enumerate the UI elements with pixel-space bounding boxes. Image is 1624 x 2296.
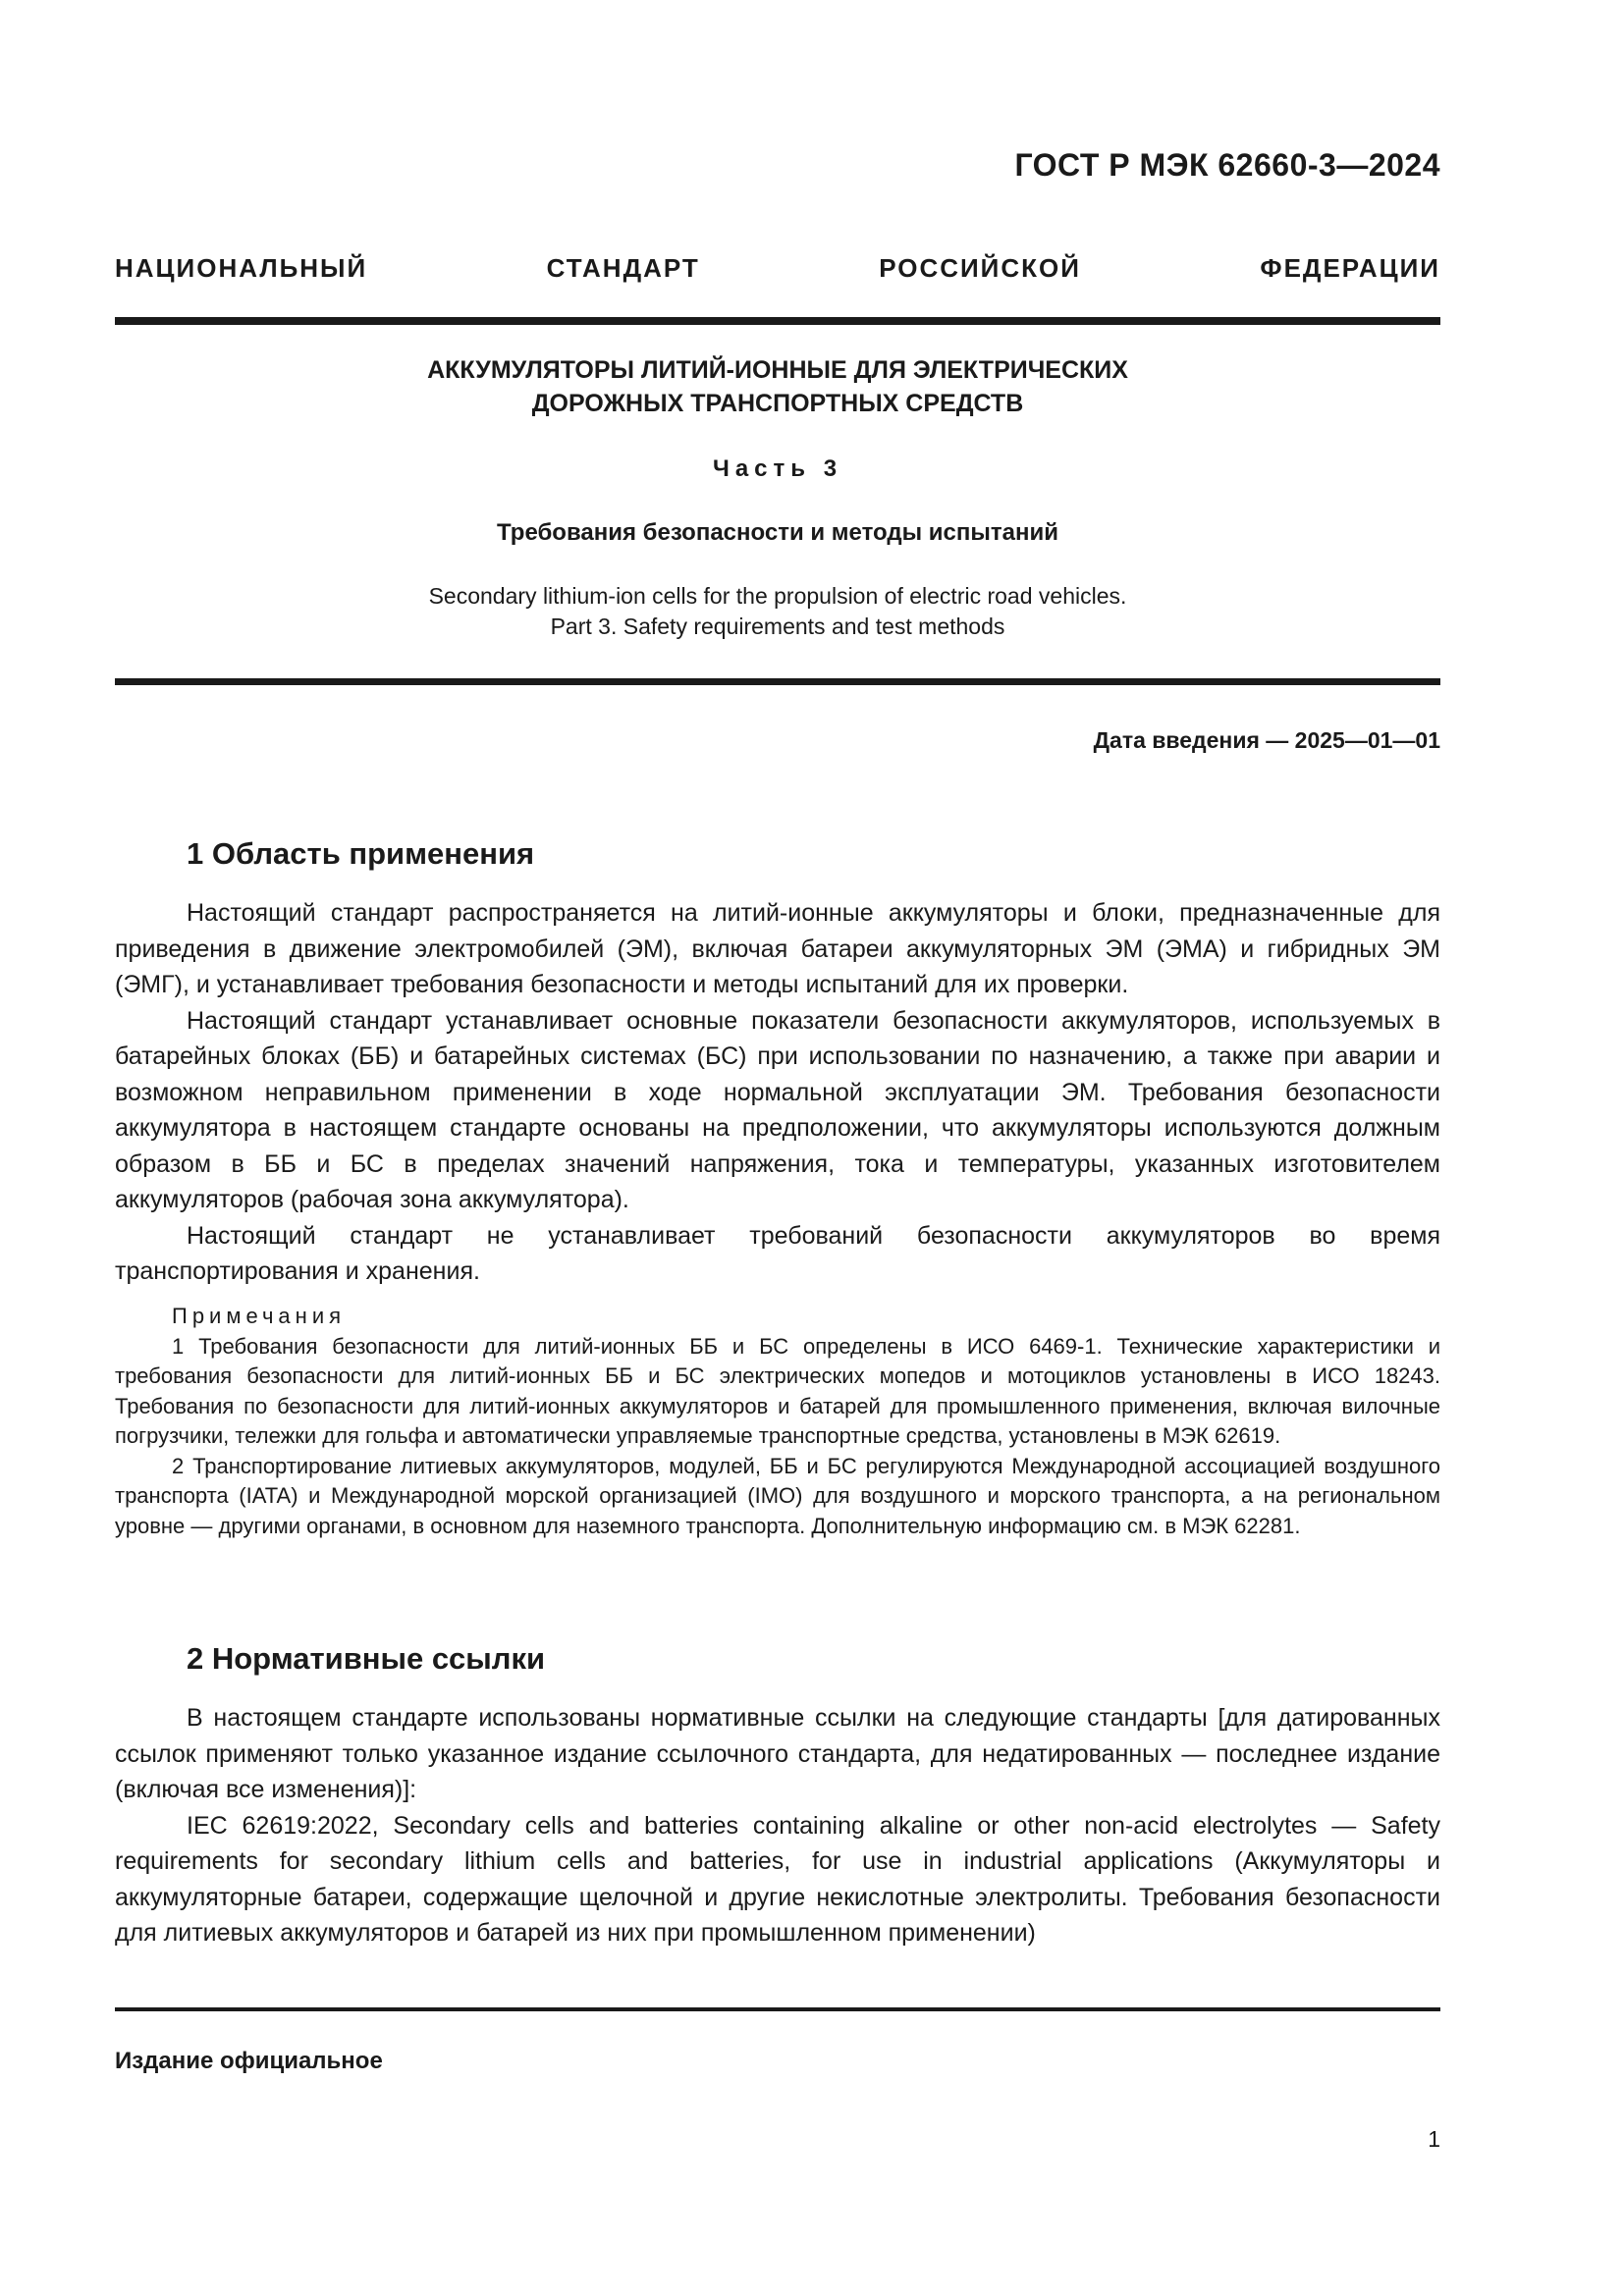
note-item: 1 Требования безопасности для литий-ионных ББ и БС определены в ИСО 6469-1. Технические характеристики и требования безопасности для литий-ионных ББ и БС электрических мопедов и мотоциклов установлены в ИСО 18243. Требования по безопасности для литий-ионных аккумуляторов и батарей для промышленного применения, включая вилочные погрузчики, тележки для гольфа и автоматически управляемые транспортные средства, установлены в МЭК 62619.	[115, 1333, 1440, 1448]
national-standard-heading: НАЦИОНАЛЬНЫЙ СТАНДАРТ РОССИЙСКОЙ ФЕДЕРАЦИИ	[115, 253, 1440, 283]
standard-designation: ГОСТ Р МЭК 62660-3—2024	[1014, 147, 1440, 183]
section-1-body	[115, 895, 1440, 1290]
section-1-heading: 1 Область применения	[187, 836, 535, 871]
section-2-paragraph: В настоящем стандарте использованы нормативные ссылки на следующие стандарты [для датированных ссылок применяют только указанное издание ссылочного стандарта, для недатированных — последнее издание (включая все изменения)]:	[115, 1704, 1440, 1803]
english-title-line-2: Part 3. Safety requirements and test methods	[550, 614, 1005, 639]
document-subtitle: Требования безопасности и методы испытаний	[497, 519, 1058, 546]
section-1-paragraph: Настоящий стандарт устанавливает основные показатели безопасности аккумуляторов, используемых в батарейных блоках (ББ) и батарейных системах (БС) при использовании по назначению, а также при аварии и возможном неправильном применении в ходе нормальной эксплуатации ЭМ. Требования безопасности аккумулятора в настоящем стандарте основаны на предположении, что аккумуляторы используются должным образом в ББ и БС в пределах значений напряжения, тока и температуры, указанных изготовителем аккумуляторов (рабочая зона аккумулятора).	[115, 1006, 1440, 1213]
introduction-date: Дата введения — 2025—01—01	[1093, 727, 1440, 753]
section-2-body	[115, 1700, 1440, 1951]
section-2-paragraph: IEC 62619:2022, Secondary cells and batteries containing alkaline or other non-acid electrolytes — Safety requirements for secondary lithium cells and batteries, for use in industrial applications (Аккумуляторы и аккумуляторные батареи, содержащие щелочной и другие некислотные электролиты. Требования безопасности для литиевых аккумуляторов и батарей из них при промышленном применении)	[115, 1811, 1440, 1947]
title-line-1: АККУМУЛЯТОРЫ ЛИТИЙ-ИОННЫЕ ДЛЯ ЭЛЕКТРИЧЕСКИХ	[427, 356, 1128, 384]
notes-heading: Примечания	[172, 1304, 347, 1328]
section-1-notes	[115, 1302, 1440, 1541]
part-label: Часть 3	[712, 455, 843, 482]
english-title	[115, 581, 1440, 642]
footer-rule	[115, 2007, 1440, 2011]
official-edition-label: Издание официальное	[115, 2048, 383, 2074]
section-1-paragraph: Настоящий стандарт распространяется на литий-ионные аккумуляторы и блоки, предназначенные для приведения в движение электромобилей (ЭМ), включая батареи аккумуляторных ЭМ (ЭМА) и гибридных ЭМ (ЭМГ), и устанавливает требования безопасности и методы испытаний для их проверки.	[115, 899, 1440, 998]
document-title	[115, 353, 1440, 420]
section-2-heading: 2 Нормативные ссылки	[187, 1641, 546, 1676]
top-rule	[115, 317, 1440, 325]
note-item: 2 Транспортирование литиевых аккумуляторов, модулей, ББ и БС регулируются Международной ассоциацией воздушного транспорта (IATA) и Международной морской организацией (IMO) для воздушного и морского транспорта, а на региональном уровне — другими органами, в основном для наземного транспорта. Дополнительную информацию см. в МЭК 62281.	[115, 1453, 1440, 1538]
section-1-paragraph: Настоящий стандарт не устанавливает требований безопасности аккумуляторов во время транспортирования и хранения.	[115, 1221, 1440, 1285]
english-title-line-1: Secondary lithium-ion cells for the propulsion of electric road vehicles.	[428, 583, 1127, 609]
title-bottom-rule	[115, 678, 1440, 685]
title-line-2: ДОРОЖНЫХ ТРАНСПОРТНЫХ СРЕДСТВ	[531, 390, 1024, 417]
page-number: 1	[1428, 2126, 1440, 2152]
